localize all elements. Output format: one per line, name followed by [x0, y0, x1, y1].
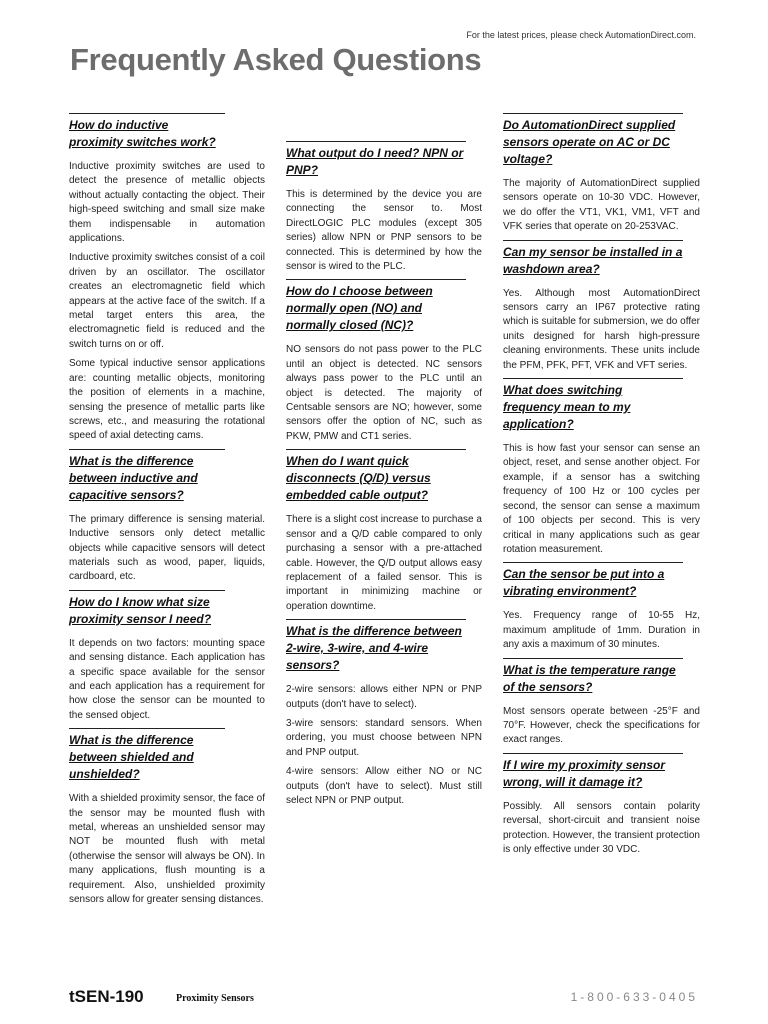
- faq-item: [503, 658, 700, 748]
- faq-answer: Some typical inductive sensor applications are: counting metallic objects, monitoring the position of elements in a machine, sensing the presence of metallic parts like screws, etc., and measuring the rotational speed of axial detecting cams.: [69, 358, 265, 442]
- price-note: For the latest prices, please check AutomationDirect.com.: [466, 30, 696, 40]
- faq-question: What output do I need? NPN or PNP?: [286, 141, 466, 179]
- faq-answer: Yes. Although most AutomationDirect sensors carry an IP67 protective rating which is suitable for submersion, we do offer units designed for harsh high-pressure cleaning environments. These units include the PFM, PFK, PFT, VFK and VFT series.: [503, 287, 700, 371]
- faq-item: [503, 378, 700, 557]
- faq-item: [503, 562, 700, 652]
- faq-answer: There is a slight cost increase to purchase a sensor and a Q/D cable compared to only purchasing a sensor with a pre-attached cable. However, the Q/D output allows easy replacement of a failed sensor. This is important in minimizing machine or operation downtime.: [286, 514, 482, 612]
- faq-item: [286, 141, 482, 274]
- faq-question: How do inductive proximity switches work?: [69, 113, 225, 151]
- faq-item: [286, 279, 482, 444]
- faq-item: [69, 113, 265, 444]
- faq-question: What is the difference between 2-wire, 3-wire, and 4-wire sensors?: [286, 619, 466, 674]
- faq-item: [69, 728, 265, 907]
- faq-item: [286, 619, 482, 808]
- faq-answer: NO sensors do not pass power to the PLC until an object is detected. NC sensors always pass power to the PLC until an object is detected. The majority of Centsable sensors are NO; however, some sensors offer the option of NC, such as PKW, PMW and CT1 series.: [286, 344, 482, 442]
- page-code: tSEN-190: [69, 987, 144, 1006]
- faq-column-2: [286, 141, 482, 813]
- page-title: Frequently Asked Questions: [70, 42, 482, 77]
- faq-question: Do AutomationDirect supplied sensors operate on AC or DC voltage?: [503, 113, 683, 168]
- faq-item: [503, 113, 700, 235]
- faq-question: What is the difference between shielded and unshielded?: [69, 728, 225, 783]
- phone-number: 1-800-633-0405: [570, 990, 698, 1004]
- faq-answer: The majority of AutomationDirect supplied sensors operate on 10-30 VDC. However, we do offer the VT1, VK1, VM1, VFT and VFK series that operate on 20-253VAC.: [503, 178, 700, 233]
- faq-answer: Inductive proximity switches consist of a coil driven by an oscillator. The oscillator creates an electromagnetic field which appears at the active face of the switch. If a metal target enters this area, the electromagnetic field is reduced and the switch turns on or off.: [69, 252, 265, 350]
- faq-answer: Inductive proximity switches are used to detect the presence of metallic objects without actually contacting the object. Their high-speed switching and small size make them indispensable in automation applications.: [69, 161, 265, 245]
- faq-column-1: [69, 113, 265, 912]
- faq-item: [69, 449, 265, 585]
- faq-answer: With a shielded proximity sensor, the face of the sensor may be mounted flush with metal, whereas an unshielded sensor may NOT be mounted flush with metal (otherwise the sensor will always be ON). In many applications, flush mounting is a requirement. Also, unshielded proximity sensors allow for greater sensing distances.: [69, 793, 265, 906]
- faq-column-3: [503, 113, 700, 862]
- faq-question: What does switching frequency mean to my application?: [503, 378, 683, 433]
- section-name: Proximity Sensors: [176, 993, 254, 1004]
- faq-answer: It depends on two factors: mounting space and sensing distance. Each application has a specific space available for the sensor and each application has a requirement for how close the sensor can be mounted to the sensed object.: [69, 637, 265, 721]
- faq-question: If I wire my proximity sensor wrong, will it damage it?: [503, 753, 683, 791]
- faq-answer: This is determined by the device you are connecting the sensor to. Most DirectLOGIC PLC modules (except 305 series) allow NPN or PNP sensors to be connected. This is determined by how the sensor is wired to the PLC.: [286, 189, 482, 273]
- faq-answer: 4-wire sensors: Allow either NO or NC outputs (don't have to select). Must still select NPN or PNP output.: [286, 766, 482, 806]
- faq-item: [286, 449, 482, 614]
- faq-question: How do I choose between normally open (NO) and normally closed (NC)?: [286, 279, 466, 334]
- faq-answer: 2-wire sensors: allows either NPN or PNP outputs (don't have to select).: [286, 684, 482, 710]
- faq-question: What is the difference between inductive and capacitive sensors?: [69, 449, 225, 504]
- faq-item: [503, 240, 700, 373]
- faq-item: [503, 753, 700, 858]
- faq-answer: This is how fast your sensor can sense an object, reset, and sense another object. For example, if a sensor has a switching frequency of 100 Hz or 100 cycles per second, the sensor can sense a maximum of 100 objects per second. This is very critical in many applications such as gear rotation measurement.: [503, 443, 700, 555]
- faq-answer: Possibly. All sensors contain polarity reversal, short-circuit and transient noise protection. However, the transient protection is only effective under 30 VDC.: [503, 800, 700, 855]
- faq-question: How do I know what size proximity sensor I need?: [69, 590, 225, 628]
- faq-answer: Most sensors operate between -25°F and 70°F. However, check the specifications for exact ranges.: [503, 705, 700, 746]
- faq-item: [69, 590, 265, 723]
- faq-answer: Yes. Frequency range of 10-55 Hz, maximum amplitude of 1mm. Duration in any axis a maximum of 30 minutes.: [503, 610, 700, 651]
- faq-question: Can the sensor be put into a vibrating environment?: [503, 562, 683, 600]
- faq-question: Can my sensor be installed in a washdown area?: [503, 240, 683, 278]
- faq-question: What is the temperature range of the sensors?: [503, 658, 683, 696]
- faq-answer: The primary difference is sensing material. Inductive sensors only detect metallic objects while capacitive sensors will detect materials such as wood, paper, liquids, cardboard, etc.: [69, 513, 265, 583]
- faq-question: When do I want quick disconnects (Q/D) versus embedded cable output?: [286, 449, 466, 504]
- faq-answer: 3-wire sensors: standard sensors. When ordering, you must choose between NPN and PNP output.: [286, 717, 482, 758]
